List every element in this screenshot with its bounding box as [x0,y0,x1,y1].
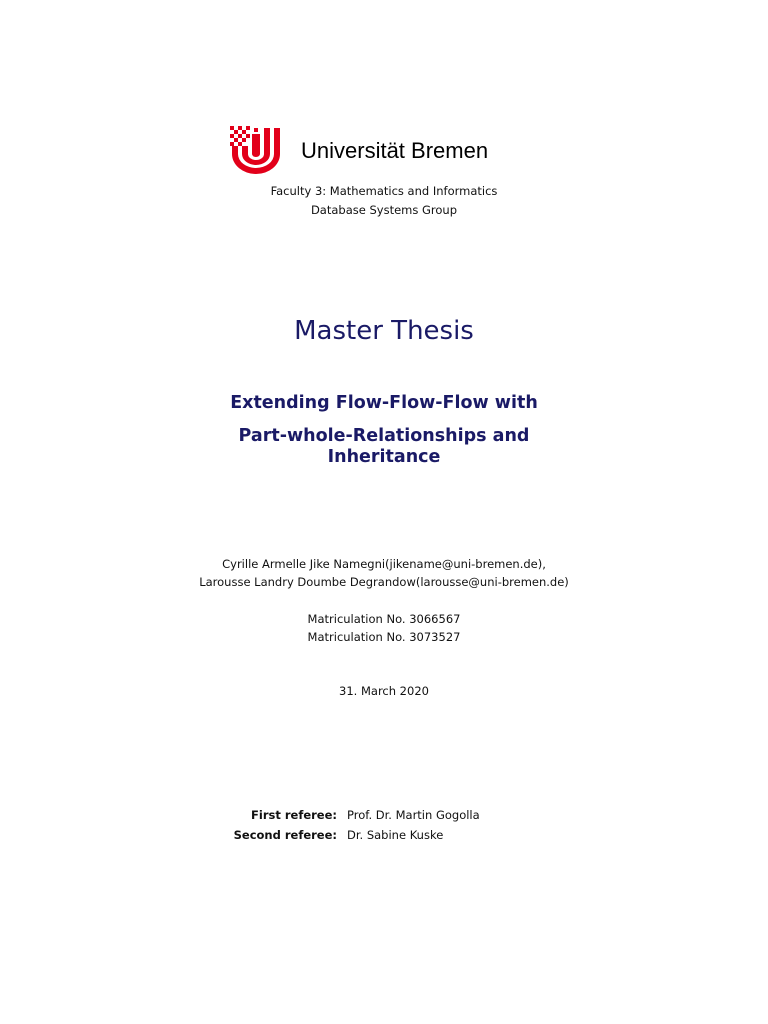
uni-bremen-u-logo-icon [230,126,282,174]
thesis-title-line: Extending Flow-Flow-Flow with [230,393,538,413]
referee-label: Second referee: [233,828,337,842]
referee-name: Dr. Sabine Kuske [347,828,444,842]
referee-row [0,826,768,844]
submission-date: 31. March 2020 [339,684,429,698]
referee-name: Prof. Dr. Martin Gogolla [347,808,480,822]
thesis-title-line: Inheritance [327,447,441,467]
research-group: Database Systems Group [310,203,458,217]
referee-row [0,806,768,824]
faculty-name: Faculty 3: Mathematics and Informatics [270,184,498,198]
matriculation-number: Matriculation No. 3073527 [307,630,461,644]
university-name: Universität Bremen [301,138,489,163]
author-line: Larousse Landry Doumbe Degrandow(larousse@uni-bremen.de) [199,575,569,589]
uni-bremen-logo-svg [230,126,282,174]
referee-label: First referee: [251,808,337,822]
thesis-title-line: Part-whole-Relationships and [238,426,530,446]
matriculation-number: Matriculation No. 3066567 [307,612,461,626]
author-line: Cyrille Armelle Jike Namegni(jikename@uni-bremen.de), [222,557,546,571]
thesis-type-heading: Master Thesis [294,316,474,346]
